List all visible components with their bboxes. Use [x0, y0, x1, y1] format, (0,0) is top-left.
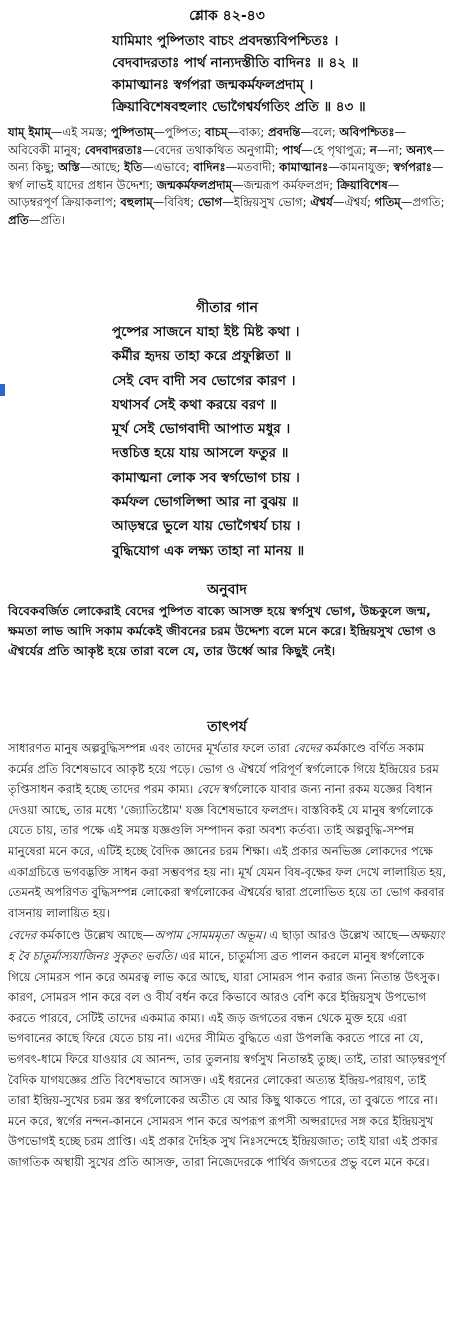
synonym-term: ঐশ্বর্য [310, 195, 333, 210]
synonym-term: পুষ্পিতাম্ [110, 125, 154, 139]
song-line: আড়ম্বরে ভুলে যায় ভোগৈশ্বর্য চায় । [112, 518, 301, 535]
text-run: কর্মকাণ্ডে উল্লেখ আছে— [36, 928, 155, 943]
synonym-meaning: —আড়ম্বরপূর্ণ ক্রিয়াকলাপ; [8, 177, 400, 210]
synonym-term: বাদিনঃ [193, 160, 226, 175]
synonym-term: গতিম্ [374, 195, 401, 210]
synonym-meaning: —এই সমস্ত; [50, 125, 111, 139]
synonym-term: ইতি [124, 160, 143, 175]
synonym-term: বহুলাম্ [120, 195, 153, 210]
italic-quote: অক্ষয়্যং হ বৈ চাতুর্মাস্যযাজিনঃ সুকৃতং ভবতি। [8, 928, 445, 963]
song-line: কামাত্মনা লোক সব স্বর্গভোগ চায় । [112, 469, 300, 486]
translation-heading: অনুবাদ [207, 582, 247, 598]
synonym-meaning: —না; [376, 142, 407, 157]
synonym-term: প্রতি [8, 212, 29, 227]
song-line: যথাসর্ব সেই কথা করয়ে বরণ ॥ [112, 396, 277, 413]
synonym-term: বাচম্ [204, 125, 228, 139]
song-line: বুদ্ধিযোগ এক লক্ষ্য তাহা না মানয় ॥ [112, 542, 305, 559]
margin-marker [0, 384, 5, 396]
italic-run: বেদের [8, 928, 37, 943]
song-line: সেই বেদ বাদী সব ভোগের কারণ । [112, 372, 296, 389]
synonym-meaning: —প্রতি। [28, 212, 66, 227]
sanskrit-verse [112, 30, 450, 118]
purport-paragraph [8, 925, 448, 1172]
synonym-term: বেদবাদরতাঃ [84, 142, 143, 157]
synonym-meaning: —ইন্দ্রিয়সুখ ভোগ; [222, 195, 311, 210]
italic-run: বেদে [197, 782, 219, 797]
synonym-term: ন [369, 142, 377, 157]
synonym-meaning: —কামনাযুক্ত; [328, 160, 394, 175]
text-run: কর্মকাণ্ডে বর্ণিত সকাম কর্মের প্রতি বিশেষভাবে আকৃষ্ট হয়ে পড়ে। ভোগ ও ঐশ্বর্যে পরিপূর্ণ স্বর্গলোকে গিয়ে ইন্দ্রিয়ের চরম তৃপ্তিসাধন করাই হচ্ছে তাদের পরম কাম্য। [8, 741, 439, 797]
synonym-meaning: —বেদের তথাকথিত অনুগামী; [142, 142, 283, 157]
verse-line: ক্রিয়াবিশেষবহুলাং ভোগৈশ্বর্যগতিং প্রতি ॥ ৪৩ ॥ [112, 99, 366, 115]
song-verses [112, 320, 450, 563]
synonym-meaning: —জন্মরূপ কর্মফলপ্রদ; [232, 177, 337, 192]
verse-line: যামিমাং পুষ্পিতাং বাচং প্রবদন্ত্যবিপশ্চিতঃ । [112, 33, 339, 49]
synonym-meaning: —স্বর্গ লাভই যাদের প্রধান উদ্দেশ্য; [8, 160, 444, 192]
verse-line: বেদবাদরতাঃ পার্থ নান্যদস্তীতি বাদিনঃ ॥ ৪২ ॥ [112, 55, 359, 71]
synonym-meaning: —মতবাদী; [225, 160, 280, 175]
italic-run: বেদের [293, 741, 322, 755]
song-line: মূর্খ সেই ভোগবাদী আপাত মধুর । [112, 421, 291, 438]
synonym-term: ক্রিয়াবিশেষ [336, 177, 388, 192]
synonym-meaning: —ঐশ্বর্য; [332, 195, 375, 210]
verse-number-title: শ্লোক ৪২-৪৩ [189, 8, 265, 24]
synonym-meaning: —বলে; [300, 125, 340, 139]
song-title: গীতার গান [196, 300, 258, 316]
synonym-meaning: —প্রগতি; [400, 195, 445, 210]
synonym-term: পার্থ [282, 142, 302, 157]
italic-quote: অপাম সোমমমৃতা অভূম। [154, 928, 266, 943]
song-line: দত্তচিত্ত হয়ে যায় আসলে ফতুর ॥ [112, 445, 289, 462]
synonym-meaning: —অবিবেকী মানুষ; [8, 125, 407, 157]
synonym-meaning: —অন্য কিছু; [8, 142, 445, 175]
synonym-term: প্রবদন্তি [267, 125, 301, 139]
verse-line: কামাত্মানঃ স্বর্গপরা জন্মকর্মফলপ্রদাম্ । [112, 77, 314, 93]
synonym-term: যাম্ ইমাম্ [8, 125, 51, 139]
purport-heading: তাৎপর্য [207, 719, 247, 735]
song-line: কর্মফল ভোগলিপ্সা আর না বুঝয় ॥ [112, 494, 299, 511]
synonym-meaning: —বাক্য; [227, 125, 268, 139]
synonym-meaning: —বিবিধ; [152, 195, 198, 210]
synonym-term: অস্তি [58, 160, 80, 175]
synonym-term: জন্মকর্মফলপ্রদাম্ [156, 177, 233, 192]
synonym-term: অবিপশ্চিতঃ [339, 125, 395, 139]
synonym-meaning: —পুষ্পিত; [153, 125, 205, 139]
song-line: কর্মীর হৃদয় তাহা করে প্রফুল্লিতা ॥ [112, 348, 292, 365]
text-run: স্বর্গলোকে যাবার জন্য নানা রকম যজ্ঞের বিধান দেওয়া আছে, তার মধ্যে 'জ্যোতিষ্টোম' যজ্ঞ বিশেষভাবে ফলপ্রদ। বাস্তবিকই যে মানুষ স্বর্গলোকে যেতে চায়, তার পক্ষে এই সমস্ত যজ্ঞগুলি সম্পাদন করা অবশ্য কর্তব্য। তাই অল্পবুদ্ধি-সম্পন্ন মানুষেরা মনে করে, এটিই হচ্ছে বৈদিক জ্ঞানের চরম শিক্ষা। এই প্রকার অনভিজ্ঞ লোকদের পক্ষে একাগ্রচিত্তে ভগবদ্ভক্তি সাধন করা সম্ভবপর হয় না। মূর্খ যেমন বিষ-বৃক্ষের ফল দেখে লালায়িত হয়, তেমনই অপরিণত বুদ্ধিসম্পন্ন লোকেরা স্বর্গলোকের ঐশ্বর্যের দ্বারা প্রলোভিত হয়ে তা ভোগ করবার বাসনায় লালায়িত হয়। [8, 782, 447, 920]
text-run: এর মানে, চাতুর্মাস্য ব্রত পালন করলে মানুষ স্বর্গলোকে গিয়ে সোমরস পান করে অমরত্ব লাভ করে আছে, যারা সোমরস পান করার জন্য নিতান্ত উৎসুক। কারণ, সোমরস পান করে বল ও বীর্য বর্ধন করে কিভাবে আরও বেশি করে ইন্দ্রিয়সুখ উপভোগ করতে পারবে, সেটিই তাদের একমাত্র কাম্য। এই জড় জগতের বন্ধন থেকে মুক্ত হয়ে এরা ভগবানের কাছে ফিরে যেতে চায় না। এদের সীমিত বুদ্ধিতে এরা উপলব্ধি করতে পারে না যে, ভগবৎ-ধামে ফিরে যাওয়ার যে আনন্দ, তার তুলনায় স্বর্গসুখ নিতান্তই তুচ্ছ। তাই, তারা আড়ম্বরপূর্ণ বৈদিক যাগযজ্ঞের প্রতি বিশেষভাবে আসক্ত। এই ধরনের লোকেরা অত্যন্ত ইন্দ্রিয়-পরায়ণ, তাই তারা ইন্দ্রিয়-সুখের চরম স্তর স্বর্গলোকের অতীত যে আর কিছু থাকতে পারে, তা বুঝতে পারে না। মনে করে, স্বর্গের নন্দন-কাননে সোমরস পান করে অপরূপ রূপসী অপ্সরাদের সঙ্গ করে ইন্দ্রিয়সুখ উপভোগই হচ্ছে চরম প্রাপ্তি। এই প্রকার দৈহিক সুখ নিঃসন্দেহে ইন্দ্রিয়জাত; তাই যারা এই প্রকার জাগতিক অস্থায়ী সুখের প্রতি আসক্ত, তারা নিজেদেরকে পার্থিব জগতের প্রভু বলে মনে করে। [8, 948, 446, 1169]
word-synonyms [8, 124, 448, 230]
purport-text [8, 738, 448, 1172]
song-line: পুষ্পের সাজনে যাহা ইষ্ট মিষ্ট কথা । [112, 324, 300, 340]
synonym-meaning: —হে পৃথাপুত্র; [301, 142, 370, 157]
synonym-term: অন্যৎ [406, 142, 433, 157]
synonym-term: কামাত্মানঃ [279, 160, 329, 175]
synonym-meaning: —এভাবে; [142, 160, 194, 175]
synonym-term: ভোগ [197, 195, 223, 210]
synonym-term: স্বর্গপরাঃ [393, 160, 432, 175]
synonym-meaning: —আছে; [79, 160, 125, 175]
purport-paragraph [8, 738, 448, 923]
translation-text: বিবেকবর্জিত লোকেরাই বেদের পুষ্পিত বাক্যে আসক্ত হয়ে স্বর্গসুখ ভোগ, উচ্চকুলে জন্ম, ক্ষমতা লাভ আদি সকাম কর্মকেই জীবনের চরম উদ্দেশ্য বলে মনে করে। ইন্দ্রিয়সুখ ভোগ ও ঐশ্বর্যের প্রতি আকৃষ্ট হয়ে তারা বলে যে, তার উর্ধ্বে আর কিছুই নেই। [8, 604, 437, 659]
text-run: এ ছাড়া আরও উল্লেখ আছে— [265, 928, 410, 943]
text-run: সাধারণত মানুষ অল্পবুদ্ধিসম্পন্ন এবং তাদের মূর্খতার ফলে তারা [8, 741, 294, 755]
